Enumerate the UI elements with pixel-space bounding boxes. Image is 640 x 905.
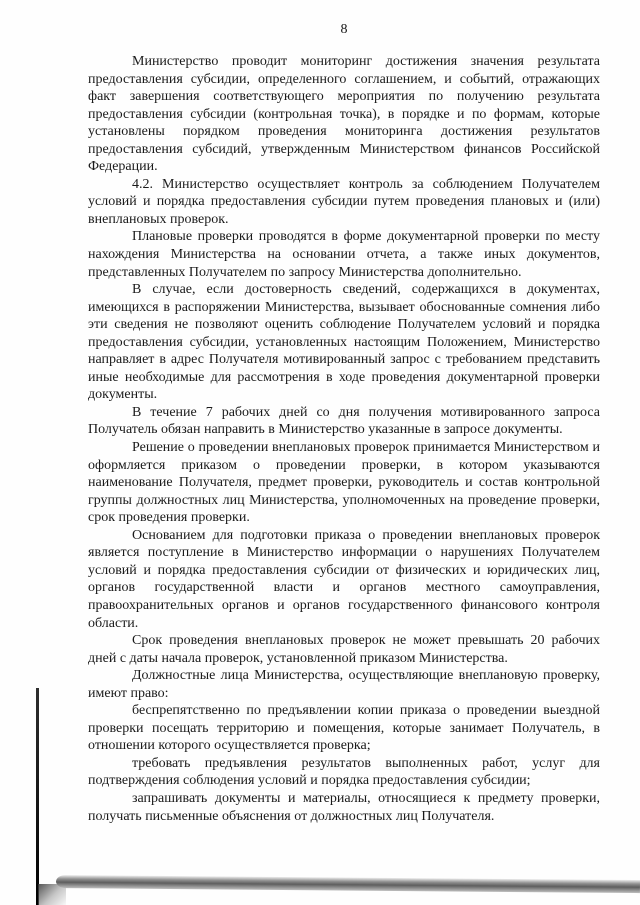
paragraph-order-basis: Основанием для подготовки приказа о проведении внеплановых проверок является поступление в Министерство информации о нарушениях Получателем условий и порядка предоставления субсидии от физических и юридических лиц, органов государственной власти и органов местного самоуправления, правоохранительных органов и органов государственного финансового контроля области. [88,527,600,631]
page-number: 8 [340,22,348,37]
document-text-block [88,53,600,825]
scan-artifact-bottom-edge [56,875,640,893]
paragraph-right-request-docs: запрашивать документы и материалы, относящиеся к предмету проверки, получать письменные объяснения от должностных лиц Получателя. [88,790,600,824]
paragraph-7-days: В течение 7 рабочих дней со дня получения мотивированного запроса Получатель обязан направить в Министерство указанные в запросе документы. [88,404,600,438]
paragraph-4-2-control: 4.2. Министерство осуществляет контроль за соблюдением Получателем условий и порядка предоставления субсидии путем проведения плановых и (или) внеплановых проверок. [88,176,600,227]
paragraph-officials-rights: Должностные лица Министерства, осуществляющие внеплановую проверку, имеют право: [88,668,600,701]
paragraph-unplanned-decision: Решение о проведении внеплановых проверок принимается Министерством и оформляется приказом о проведении проверки, в котором указываются наименование Получателя, предмет проверки, руководитель и состав контрольной группы должностных лиц Министерства, уполномоченных на проведение проверки, срок проведения проверки. [88,440,600,526]
paragraph-planned-checks: Плановые проверки проводятся в форме документарной проверки по месту нахождения Министерства на основании отчета, а также иных документов, представленных Получателем по запросу Министерства дополнительно. [88,229,600,280]
paragraph-20-days: Срок проведения внеплановых проверок не может превышать 20 рабочих дней с даты начала проверок, установленной приказом Министерства. [88,633,600,666]
paragraph-monitoring: Министерство проводит мониторинг достижения значения результата предоставления субсидии, определенного соглашением, и событий, отражающих факт завершения соответствующего мероприятия по получению результата предоставления субсидии (контрольная точка), в порядке и по формам, которые установлены порядком проведения мониторинга достижения результатов предоставления субсидий, утвержденным Министерством финансов Российской Федерации. [88,54,600,175]
paragraph-right-visit: беспрепятственно по предъявлении копии приказа о проведении выездной проверки посещать территорию и помещения, которые занимает Получатель, в отношении которого осуществляется проверка; [88,703,600,754]
scan-artifact-left-edge [36,688,39,905]
paragraph-data-reliability: В случае, если достоверность сведений, содержащихся в документах, имеющихся в распоряжении Министерства, вызывает обоснованные сомнения либо эти сведения не позволяют оценить соблюдение Получателем условий и порядка предоставления субсидии, установленных настоящим Положением, Министерство направляет в адрес Получателя мотивированный запрос с требованием представить иные необходимые для рассмотрения в ходе проведения документарной проверки документы. [88,282,600,403]
paragraph-right-demand-results: требовать предъявления результатов выполненных работ, услуг для подтверждения соблюдения условий и порядка предоставления субсидии; [88,755,600,789]
